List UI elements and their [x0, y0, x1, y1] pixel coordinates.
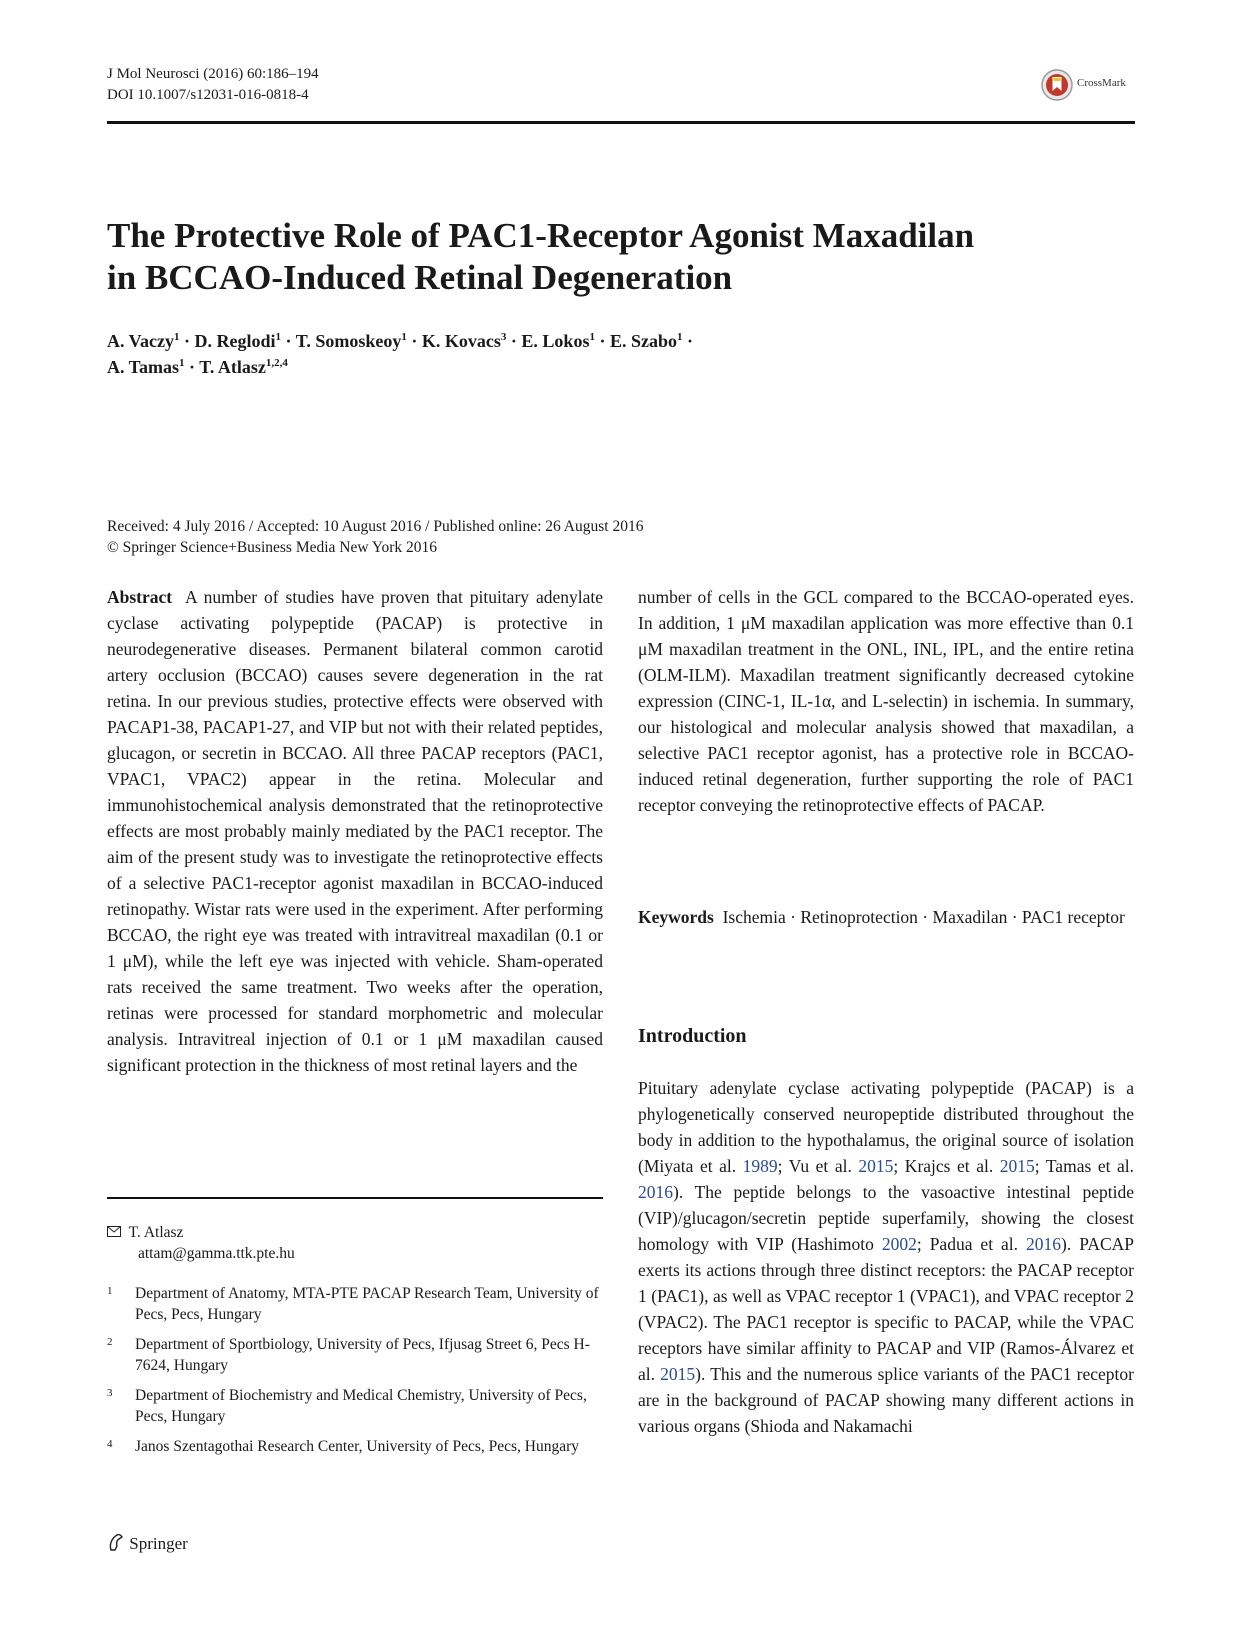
- intro-text: ; Vu et al.: [777, 1156, 859, 1176]
- abstract-text-right: number of cells in the GCL compared to the BCCAO-operated eyes. In addition, 1 μM maxadilan application was more effective than 0.1 μM maxadilan treatment in the ONL, INL, IPL, and the entire retina (OLM-ILM). Maxadilan treatment significantly decreased cytokine expression (CINC-1, IL-1α, and L-selectin) in ischemia. In summary, our histological and molecular analysis showed that maxadilan, a selective PAC1 receptor agonist, has a protective role in BCCAO-induced retinal degeneration, further supporting the role of PAC1 receptor conveying the retinoprotective effects of PACAP.: [638, 587, 1134, 815]
- affiliation-number: 1: [107, 1285, 113, 1297]
- article-title: [107, 215, 1057, 299]
- publisher-name: Springer: [129, 1534, 188, 1553]
- author-affil: 1: [677, 331, 683, 343]
- author-list: [107, 328, 1007, 380]
- correspondence-email[interactable]: attam@gamma.ttk.pte.hu: [138, 1245, 295, 1262]
- author-affil: 1: [589, 331, 595, 343]
- crossmark-label: CrossMark: [1077, 77, 1126, 89]
- intro-text: ). This and the numerous splice variants of the PAC1 receptor are in the background of PACAP showing many different actions in various organs (Shioda and Nakamachi: [638, 1364, 1134, 1436]
- author: E. Szabo: [609, 331, 677, 351]
- journal-citation: J Mol Neurosci (2016) 60:186–194: [107, 66, 319, 82]
- affiliation-number: 3: [107, 1387, 113, 1399]
- correspondence-name: T. Atlasz: [128, 1224, 184, 1241]
- author-affil: 3: [500, 331, 507, 343]
- affiliation-text: Department of Sportbiology, University of Pecs, Ifjusag Street 6, Pecs H-7624, Hungary: [135, 1336, 590, 1374]
- intro-text: ; Padua et al.: [916, 1234, 1027, 1254]
- abstract-left: [107, 584, 603, 1078]
- citation-link[interactable]: 2016: [1026, 1234, 1062, 1254]
- intro-text: ). PACAP exerts its actions through three distinct receptors: the PACAP receptor 1 (PAC1), as well as VPAC receptor 1 (VPAC1), and VPAC receptor 2 (VPAC2). The PAC1 receptor is specific to PACAP, while the VPAC receptors have similar affinity to PACAP and VIP (Ramos-Álvarez et al.: [638, 1234, 1135, 1384]
- affiliation-number: 2: [107, 1336, 113, 1348]
- author-affil: 1: [401, 331, 407, 343]
- abstract-label: Abstract: [107, 587, 173, 607]
- intro-text: ; Krajcs et al.: [893, 1156, 1000, 1176]
- affiliation-text: Janos Szentagothai Research Center, University of Pecs, Pecs, Hungary: [135, 1438, 580, 1455]
- keywords-label: Keywords: [638, 907, 714, 927]
- crossmark-badge[interactable]: [1040, 68, 1140, 106]
- author-affil: 1: [275, 331, 282, 343]
- publisher-logo: [107, 1532, 188, 1557]
- introduction-heading: Introduction: [638, 1025, 747, 1047]
- author: E. Lokos: [521, 331, 590, 351]
- author-line-2: A. Tamas$^1$ · T. Atlasz$^{1,2,4}$: [107, 357, 288, 377]
- envelope-icon: [107, 1222, 125, 1243]
- introduction-text: [638, 1075, 1134, 1439]
- citation-link[interactable]: 2015: [999, 1156, 1035, 1176]
- author-affil: 1,2,4: [265, 357, 288, 369]
- keywords: [638, 904, 1134, 930]
- citation-link[interactable]: 2002: [881, 1234, 917, 1254]
- affiliation-text: Department of Biochemistry and Medical Chemistry, University of Pecs, Pecs, Hungary: [135, 1387, 587, 1425]
- title-line-1: The Protective Role of PAC1-Receptor Agonist Maxadilan: [107, 216, 975, 255]
- publication-dates: [107, 516, 643, 558]
- dates-line: Received: 4 July 2016 / Accepted: 10 August 2016 / Published online: 26 August 2016: [107, 518, 644, 535]
- header-rule: [107, 121, 1135, 124]
- author: A. Vaczy: [107, 331, 174, 351]
- correspondence: [107, 1222, 295, 1264]
- springer-horse-icon: [107, 1532, 125, 1557]
- author-affil: 1: [174, 331, 180, 343]
- author-affil: 1: [179, 357, 185, 369]
- title-line-2: in BCCAO-Induced Retinal Degeneration: [107, 258, 733, 297]
- abstract-right: [638, 584, 1134, 818]
- affiliation-number: 4: [107, 1438, 113, 1450]
- author: D. Reglodi: [194, 331, 276, 351]
- copyright-line: © Springer Science+Business Media New York 2016: [107, 539, 438, 556]
- intro-text: ; Tamas et al.: [1034, 1156, 1134, 1176]
- author: A. Tamas: [107, 357, 180, 377]
- author: K. Kovacs: [421, 331, 501, 351]
- author: T. Atlasz: [199, 357, 266, 377]
- citation-link[interactable]: 1989: [742, 1156, 778, 1176]
- citation-link[interactable]: 2015: [660, 1364, 696, 1384]
- intro-text: ). The peptide belongs to the vasoactive intestinal peptide (VIP)/glucagon/secretin peptide superfamily, showing the closest homology with VIP (Hashimoto: [638, 1182, 1134, 1254]
- footnote-rule: [107, 1197, 603, 1199]
- abstract-text-left: A number of studies have proven that pituitary adenylate cyclase activating polypeptide (PACAP) is protective in neurodegenerative diseases. Permanent bilateral common carotid artery occlusion (BCCAO) causes severe degeneration in the rat retina. In our previous studies, protective effects were observed with PACAP1-38, PACAP1-27, and VIP but not with their related peptides, glucagon, or secretin in BCCAO. All three PACAP receptors (PAC1, VPAC1, VPAC2) appear in the retina. Molecular and immunohistochemical analysis demonstrated that the retinoprotective effects are most probably mainly mediated by the PAC1 receptor. The aim of the present study was to investigate the retinoprotective effects of a selective PAC1-receptor agonist maxadilan in BCCAO-induced retinopathy. Wistar rats were used in the experiment. After performing BCCAO, the right eye was treated with intravitreal maxadilan (0.1 or 1 μM), while the left eye was injected with vehicle. Sham-operated rats received the same treatment. Two weeks after the operation, retinas were processed for standard morphometric and molecular analysis. Intravitreal injection of 0.1 or 1 μM maxadilan caused significant protection in the thickness of most retinal layers and the: [107, 587, 603, 1075]
- author: T. Somoskeoy: [295, 331, 402, 351]
- keywords-text: Ischemia · Retinoprotection · Maxadilan · PAC1 receptor: [722, 907, 1125, 927]
- citation-link[interactable]: 2015: [858, 1156, 894, 1176]
- journal-header: [107, 64, 319, 106]
- affiliation-text: Department of Anatomy, MTA-PTE PACAP Research Team, University of Pecs, Pecs, Hungary: [135, 1285, 599, 1323]
- citation-link[interactable]: 2016: [638, 1182, 673, 1202]
- intro-text: Pituitary adenylate cyclase activating polypeptide (PACAP) is a phylogenetically conserved neuropeptide distributed throughout the body in addition to the hypothalamus, the original source of isolation (Miyata et al.: [638, 1078, 1134, 1176]
- author-line-1: A. Vaczy$^1$ · D. Reglodi$^1$ · T. Somoskeoy$^1$ · K. Kovacs$^3$ · E. Lokos$^1$ · E. Szabo$^1$ ·: [107, 331, 694, 351]
- doi: DOI 10.1007/s12031-016-0818-4: [107, 87, 309, 103]
